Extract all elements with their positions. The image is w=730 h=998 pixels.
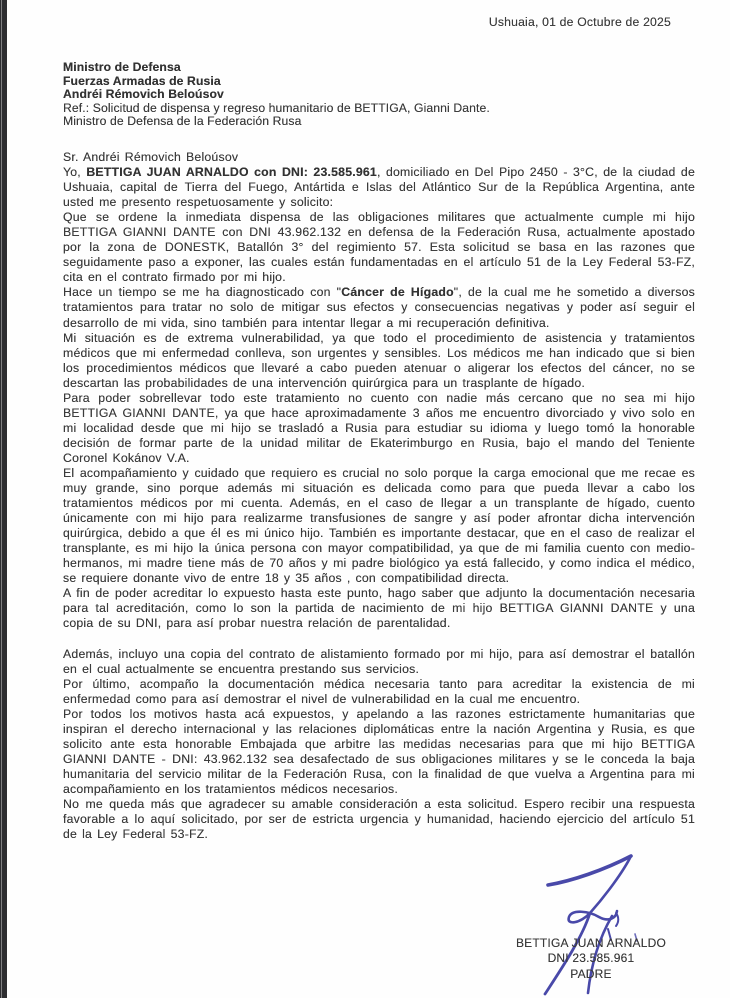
emphasized-text: Cáncer de Hígado [341,285,454,300]
reference-line: Ref.: Solicitud de dispensa y regreso humanitario de BETTIGA, Gianni Dante. [63,100,490,115]
body-paragraph [63,285,695,330]
paragraph-text: A fin de poder acreditar lo expuesto hasta este punto, hago saber que adjunto la documentación necesaria para tal acreditación, como lo son la partida de nacimiento de mi hijo BETTIGA GIANNI DANTE y una copia de su DNI, para así probar nuestra relación de parentalidad. [63,586,695,631]
paragraph-text: Mi situación es de extrema vulnerabilidad, ya que todo el procedimiento de asistencia y tratamientos médicos que mi enfermedad conlleva, son urgentes y sensibles. Los médicos me han indicado que si bien los procedimientos médicos que llevaré a cabo pueden atenuar o aligerar los efectos del cáncer, no se descartan las probabilidades de una intervención quirúrgica para un trasplante de hígado. [63,330,695,390]
signatory-dni: DNI 23.585.961 [547,951,635,966]
paragraph-text: Para poder sobrellevar todo este tratamiento no cuento con nadie más cercano que no sea mi hijo BETTIGA GIANNI DANTE, ya que hace aproximadamente 3 años me encuentro divorciado y vivo solo en mi localidad desde que mi hijo se trasladó a Rusia para estudiar su idioma y luego tomó la honorable decisión de formar parte de la unidad militar de Ekaterimburgo en Rusia, bajo el mando del Teniente Coronel Kokánov V.A. [63,390,695,465]
paragraph-text: Que se ordene la inmediata dispensa de las obligaciones militares que actualmente cumple mi hijo BETTIGA GIANNI DANTE con DNI 43.962.132 en defensa de la Federación Rusa, actualmente apostado por la zona de DONESTK, Batallón 3° del regimiento 57. Esta solicitud se basa en las razones que seguidamente paso a exponer, las cuales están fundamentadas en el artículo 51 de la Ley Federal 53-FZ, cita en el contrato firmado por mi hijo. [63,210,695,285]
letter-date: Ushuaia, 01 de Octubre de 2025 [488,15,671,29]
body-paragraph [63,466,695,586]
emphasized-text: BETTIGA JUAN ARNALDO con DNI: 23.585.961 [86,165,377,180]
paragraph-text: Por último, acompaño la documentación médica necesaria tanto para acreditar la existencia de mi enfermedad como para así demostrar el nivel de vulnerabilidad en la cual me encuentro. [63,676,695,706]
body-paragraph [63,707,695,797]
paragraph-text: El acompañamiento y cuidado que requiero es crucial no solo porque la carga emocional que me recae es muy grande, sino porque además mi situación es delicada como para que pueda llevar a cabo los tratamientos médicos por mi cuenta. Además, en el caso de llegar a un transplante de hígado, cuento únicamente con mi hijo para realizarme transfusiones de sangre y así poder afrontar dicha intervención quirúrgica, debido a que él es mi único hijo. También es importante destacar, que en el caso de realizar el transplante, es mi hijo la única persona con mayor compatibilidad, ya que de mi familia cuento con medio-hermanos, mi madre tiene más de 70 años y mi padre biológico ya está fallecido, y como indica el médico, se requiere donante vivo de entre 18 y 35 años , con compatibilidad directa. [63,465,695,586]
paragraph-text: , domiciliado en Del Pipo 2450 - 3°C, de la ciudad de Ushuaia, capital de Tierra del Fuego, Antártida e Islas del Atlántico Sur de la República Argentina, ante usted me presento respetuosamente y solicito: [63,165,695,210]
body-paragraph [63,586,695,631]
signatory-name: BETTIGA JUAN ARNALDO [515,936,667,950]
recipient-line-name: Andréi Rémovich Beloúsov [63,87,224,102]
recipient-block [63,61,490,129]
paragraph-text: Hace un tiempo se me ha diagnosticado con " [63,285,342,300]
paragraph-text: No me queda más que agradecer su amable consideración a esta solicitud. Espero recibir una respuesta favorable a lo aquí solicitado, por ser de estricta urgencia y humanidad, haciendo ejercicio del artículo 51 de la Ley Federal 53-FZ. [63,796,695,842]
letter-body [63,150,695,842]
recipient-line-org: Fuerzas Armadas de Rusia [63,73,221,88]
body-paragraph [63,677,695,707]
recipient-line-title: Ministro de Defensa [63,60,181,74]
body-paragraph [63,647,695,677]
signature-block [500,936,682,982]
paragraph-text: Por todos los motivos hasta acá expuestos, y apelando a las razones estrictamente humanitarias que inspiran el derecho internacional y las relaciones diplomáticas entre la nación Argentina y Rusia, es que solicito ante esta honorable Embajada que arbitre las medidas necesarias para que mi hijo BETTIGA GIANNI DANTE - DNI: 43.962.132 sea desafectado de sus obligaciones militares y se le conceda la baja humanitaria del servicio militar de la Federación Rusa, con la finalidad de que vuelva a Argentina para mi acompañamiento en los tratamientos médicos necesarios. [63,706,695,796]
body-paragraph [63,150,695,165]
body-paragraph [63,331,695,391]
body-paragraph [63,165,695,210]
signature-swoosh-stroke [548,856,631,885]
body-paragraph [63,391,695,466]
paragraph-text: Yo, [63,165,87,180]
signature-curl-tail [616,913,618,926]
signature-descender-curl [569,856,631,922]
body-paragraph [63,210,695,285]
body-paragraph [63,797,695,842]
signatory-role: PADRE [570,966,612,981]
ministry-line: Ministro de Defensa de la Federación Rusa [63,114,302,129]
scan-edge-bar [0,0,7,998]
paragraph-text: Además, incluyo una copia del contrato de alistamiento formado por mi hijo, para así demostrar el batallón en el cual actualmente se encuentra prestando sus servicios. [63,646,695,676]
paragraph-text: ", de la cual me he sometido a diversos tratamientos para tratar no solo de mitigar sus efectos y consecuencias negativas y poder así seguir el desarrollo de mi vida, sino también para intentar llegar a mi recuperación definitiva. [63,285,695,330]
paragraph-text: Sr. Andréi Rémovich Beloúsov [63,150,239,164]
